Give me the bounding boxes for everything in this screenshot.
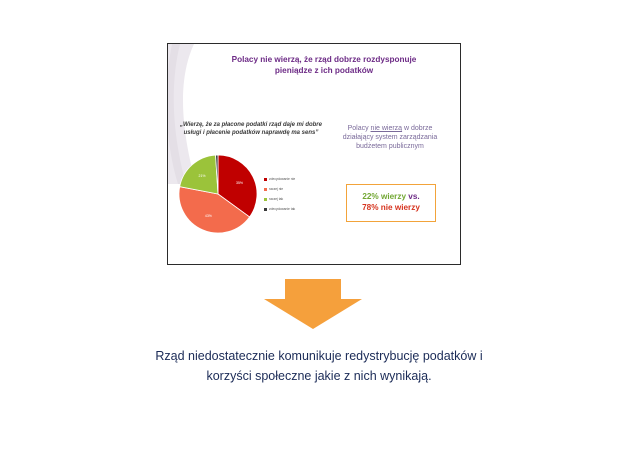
legend-item-0 xyxy=(264,174,295,184)
legend-swatch-3 xyxy=(264,208,267,211)
legend-label-1: raczej nie xyxy=(269,187,284,191)
caption xyxy=(50,346,588,386)
note-emphasis: nie wierzą xyxy=(370,125,403,132)
chart-legend xyxy=(264,174,295,214)
pie-chart xyxy=(176,152,260,236)
pie-label-0: 35% xyxy=(236,180,244,185)
result-vs: vs. xyxy=(406,192,420,201)
pie-label-1: 43% xyxy=(204,214,212,219)
down-arrow-icon xyxy=(264,279,362,329)
pie-label-2: 21% xyxy=(198,173,206,178)
slide-title-line2: pieniądze z ich podatków xyxy=(274,66,374,75)
legend-label-2: raczej tak xyxy=(269,197,284,201)
result-believe: 22% wierzy xyxy=(362,192,407,201)
legend-item-2 xyxy=(264,194,295,204)
belief-note xyxy=(336,124,444,151)
slide-image xyxy=(167,43,461,265)
chart-title: „Wierzę, że za płacone podatki rząd daje mi dobre usługi i płacenie podatków naprawdę ma sens” xyxy=(180,122,322,136)
result-box xyxy=(346,184,436,222)
legend-label-0: zdecydowanie nie xyxy=(269,177,296,181)
caption-line1: Rząd niedostatecznie komunikuje redystrybucję podatków i xyxy=(155,349,483,363)
result-not-believe: 78% nie wierzy xyxy=(362,203,420,212)
down-arrow-shape xyxy=(264,279,362,329)
slide-title xyxy=(190,54,458,76)
slide-title-line1: Polacy nie wierzą, że rząd dobrze rozdysponuje xyxy=(231,55,417,64)
legend-swatch-1 xyxy=(264,188,267,191)
note-suffix: w dobrze działający system zarządzania budżetem publicznym xyxy=(342,125,438,150)
legend-label-3: zdecydowanie tak xyxy=(269,207,296,211)
legend-item-1 xyxy=(264,184,295,194)
legend-item-3 xyxy=(264,204,295,214)
legend-swatch-0 xyxy=(264,178,267,181)
legend-swatch-2 xyxy=(264,198,267,201)
note-prefix: Polacy xyxy=(347,125,371,132)
caption-line2: korzyści społeczne jakie z nich wynikają. xyxy=(206,369,432,383)
